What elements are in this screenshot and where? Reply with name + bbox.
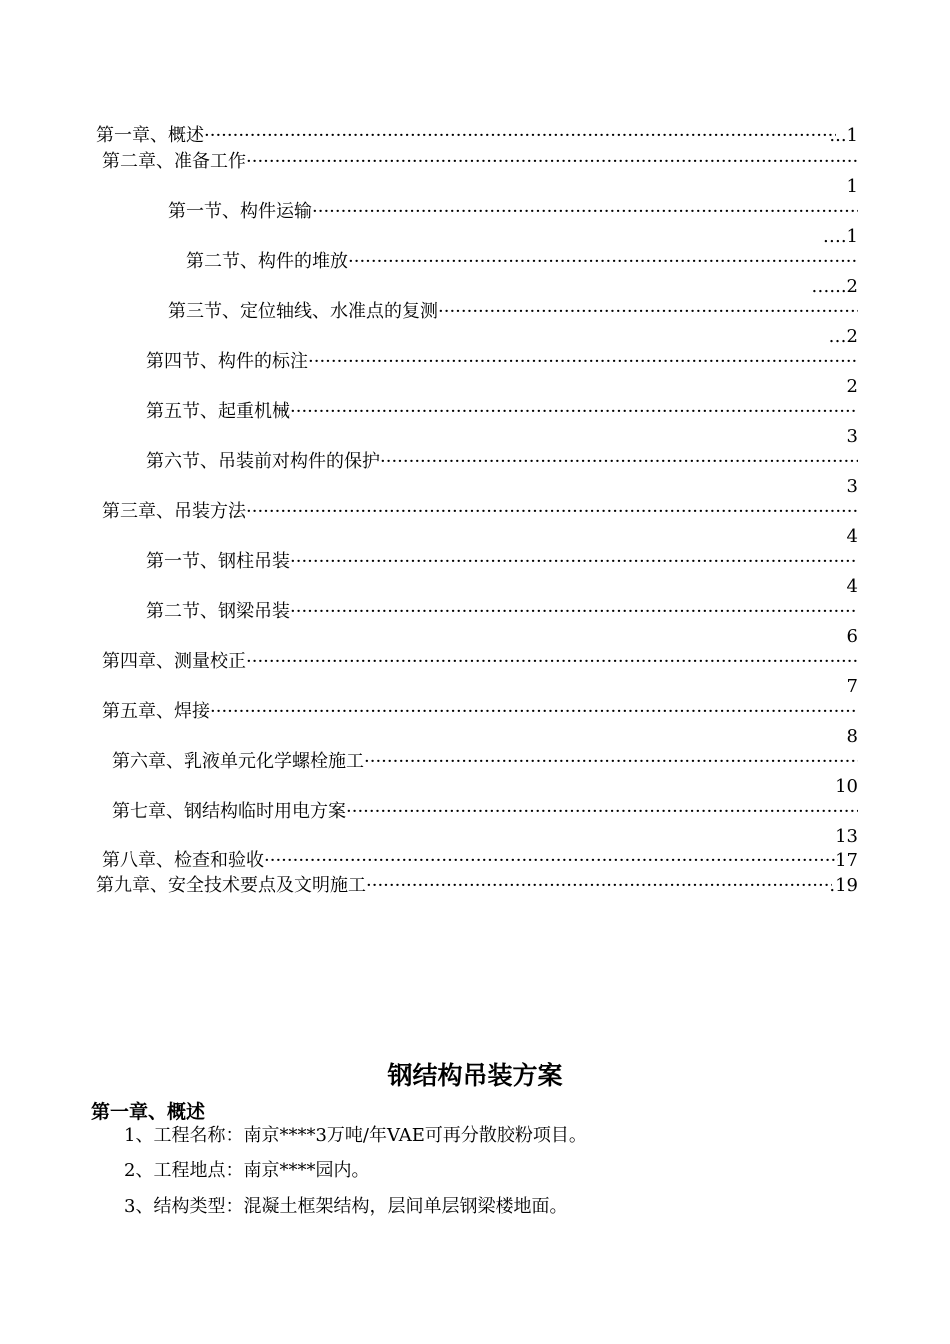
toc-entry-section-1-1[interactable]	[168, 200, 858, 224]
toc-entry-page: 13	[835, 826, 858, 847]
toc-entry-page: ...1	[829, 125, 858, 146]
toc-entry-page: 3	[846, 426, 858, 447]
toc-entry-label: 第六章、乳液单元化学螺栓施工	[112, 751, 364, 772]
toc-leader	[366, 874, 832, 898]
toc-entry-label: 第一节、构件运输	[168, 201, 312, 222]
toc-leader	[290, 550, 858, 574]
toc-leader	[204, 124, 836, 148]
toc-entry-section-3-1[interactable]	[146, 550, 858, 574]
toc-leader	[364, 750, 858, 774]
toc-entry-chapter-6[interactable]	[112, 750, 858, 774]
toc-entry-section-1-5[interactable]	[146, 400, 858, 424]
toc-entry-page: 4	[846, 526, 858, 547]
toc-leader	[348, 250, 858, 274]
toc-entry-chapter-5[interactable]	[102, 700, 858, 724]
toc-leader	[290, 400, 858, 424]
toc-entry-label: 第二章、准备工作	[102, 151, 246, 172]
toc-entry-label: 第五节、起重机械	[146, 401, 290, 422]
toc-entry-section-1-6[interactable]	[146, 450, 858, 474]
toc-entry-page: …2	[828, 326, 858, 347]
toc-entry-label: 第六节、吊装前对构件的保护	[146, 451, 380, 472]
toc-entry-page: 7	[846, 676, 858, 697]
toc-entry-label: 第三章、吊装方法	[102, 501, 246, 522]
toc-entry-page: …...2	[811, 276, 858, 297]
chapter-heading: 第一章、概述	[91, 1101, 206, 1123]
toc-entry-chapter-7[interactable]	[112, 800, 858, 824]
toc-leader	[346, 800, 858, 824]
toc-leader	[290, 600, 858, 624]
toc-entry-section-3-2[interactable]	[146, 600, 858, 624]
toc-entry-chapter-9[interactable]	[96, 874, 832, 898]
toc-entry-label: 第四节、构件的标注	[146, 351, 308, 372]
toc-entry-page: 4	[846, 576, 858, 597]
toc-leader	[264, 849, 838, 873]
toc-entry-label: 第五章、焊接	[102, 701, 210, 722]
toc-entry-label: 第一章、概述	[96, 125, 204, 146]
toc-entry-label: 第八章、检查和验收	[102, 850, 264, 871]
paragraph-project-name: 1、工程名称：南京****3万吨/年VAE可再分散胶粉项目。	[124, 1125, 587, 1146]
toc-entry-label: 第二节、构件的堆放	[186, 251, 348, 272]
toc-entry-label: 第二节、钢梁吊装	[146, 601, 290, 622]
toc-entry-chapter-3[interactable]	[102, 500, 858, 524]
toc-entry-page: 17	[835, 850, 858, 871]
toc-entry-page: 2	[846, 376, 858, 397]
toc-leader	[210, 700, 858, 724]
toc-entry-chapter-4[interactable]	[102, 650, 858, 674]
toc-entry-label: 第七章、钢结构临时用电方案	[112, 801, 346, 822]
toc-entry-section-1-3[interactable]	[168, 300, 858, 324]
toc-leader	[246, 500, 858, 524]
toc-leader	[246, 650, 858, 674]
toc-leader	[312, 200, 858, 224]
toc-entry-page: 6	[846, 626, 858, 647]
document-title: 钢结构吊装方案	[387, 1061, 563, 1090]
toc-leader	[380, 450, 858, 474]
toc-entry-label: 第四章、测量校正	[102, 651, 246, 672]
toc-entry-page: .19	[829, 875, 858, 896]
toc-entry-page: 1	[846, 176, 858, 197]
toc-leader	[308, 350, 858, 374]
paragraph-project-location: 2、工程地点：南京****园内。	[124, 1160, 370, 1181]
toc-leader	[246, 150, 858, 174]
toc-entry-section-1-2[interactable]	[186, 250, 858, 274]
toc-entry-chapter-2[interactable]	[102, 150, 858, 174]
toc-entry-section-1-4[interactable]	[146, 350, 858, 374]
toc-entry-chapter-8[interactable]	[102, 849, 838, 873]
toc-entry-page: 10	[835, 776, 858, 797]
toc-entry-page: ….1	[822, 226, 858, 247]
toc-entry-page: 8	[846, 726, 858, 747]
paragraph-structure-type: 3、结构类型：混凝土框架结构，层间单层钢梁楼地面。	[124, 1196, 568, 1217]
toc-entry-label: 第一节、钢柱吊装	[146, 551, 290, 572]
toc-leader	[438, 300, 858, 324]
toc-entry-label: 第三节、定位轴线、水准点的复测	[168, 301, 438, 322]
toc-entry-chapter-1[interactable]	[96, 124, 836, 148]
toc-entry-label: 第九章、安全技术要点及文明施工	[96, 875, 366, 896]
toc-entry-page: 3	[846, 476, 858, 497]
